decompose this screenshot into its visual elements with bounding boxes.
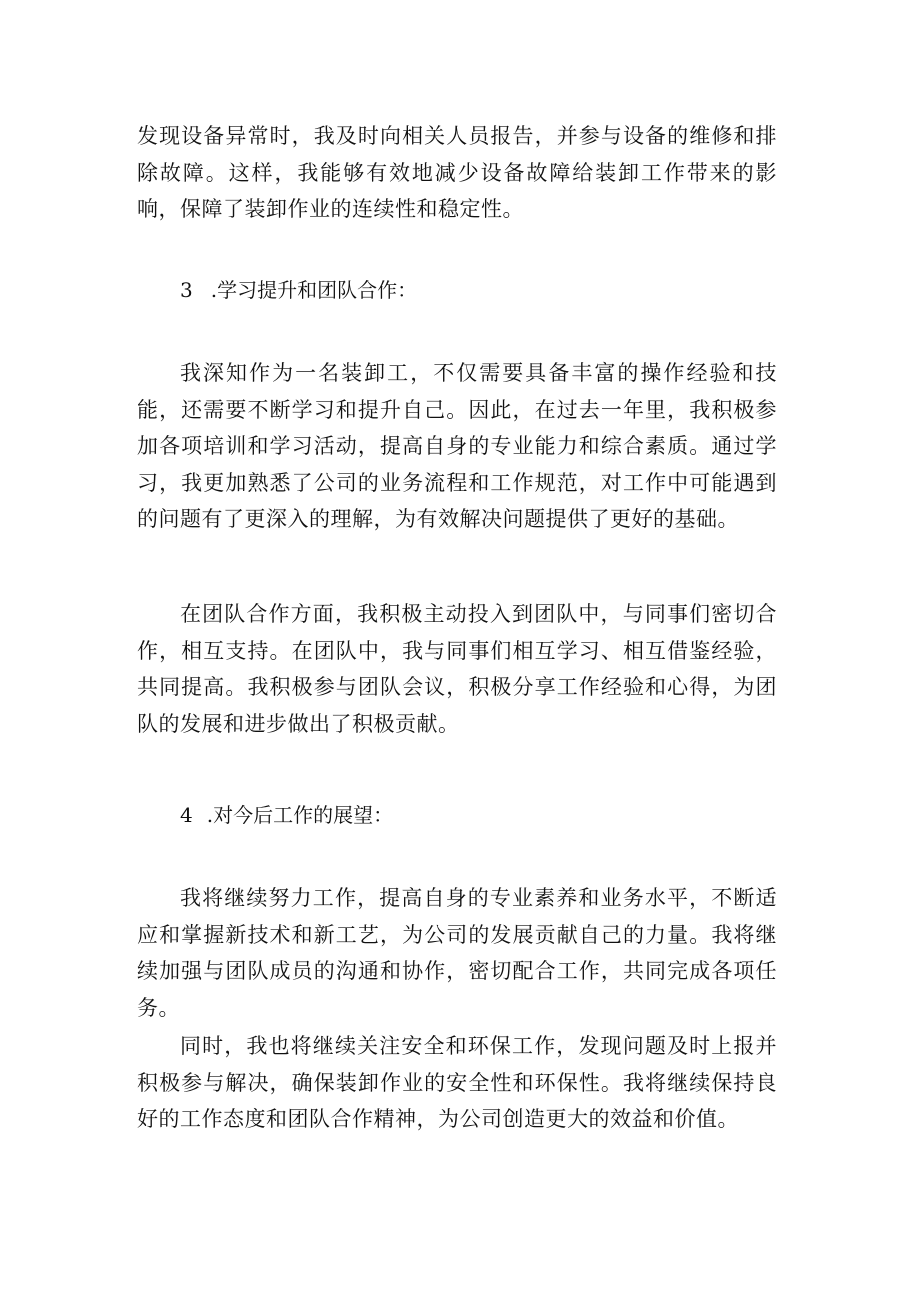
section-number: 4 (180, 803, 193, 827)
section-title: .学习提升和团队合作： (210, 278, 418, 302)
section-heading-outlook (180, 800, 393, 830)
paragraph-safety-environment: 同时，我也将继续关注安全和环保工作，发现问题及时上报并积极参与解决，确保装卸作业的安全性和环保性。我将继续保持良好的工作态度和团队合作精神，为公司创造更大的效益和价值。 (137, 1034, 777, 1131)
section-heading-learning-teamwork (180, 275, 417, 305)
paragraph-future-work: 我将继续努力工作，提高自身的专业素养和业务水平，不断适应和掌握新技术和新工艺，为公司的发展贡献自己的力量。我将继续加强与团队成员的沟通和协作，密切配合工作，共同完成各项任务。 (137, 886, 777, 1020)
paragraph-equipment-maintenance: 发现设备异常时，我及时向相关人员报告，并参与设备的维修和排除故障。这样，我能够有效地减少设备故障给装卸工作带来的影响，保障了装卸作业的连续性和稳定性。 (137, 124, 777, 221)
paragraph-learning: 我深知作为一名装卸工，不仅需要具备丰富的操作经验和技能，还需要不断学习和提升自己。因此，在过去一年里，我积极参加各项培训和学习活动，提高自身的专业能力和综合素质。通过学习，我更加熟悉了公司的业务流程和工作规范，对工作中可能遇到的问题有了更深入的理解，为有效解决问题提供了更好的基础。 (137, 361, 777, 531)
paragraph-teamwork: 在团队合作方面，我积极主动投入到团队中，与同事们密切合作，相互支持。在团队中，我与同事们相互学习、相互借鉴经验，共同提高。我积极参与团队会议，积极分享工作经验和心得，为团队的发展和进步做出了积极贡献。 (137, 602, 777, 736)
section-number: 3 (180, 278, 193, 302)
section-title: .对今后工作的展望： (206, 803, 394, 827)
